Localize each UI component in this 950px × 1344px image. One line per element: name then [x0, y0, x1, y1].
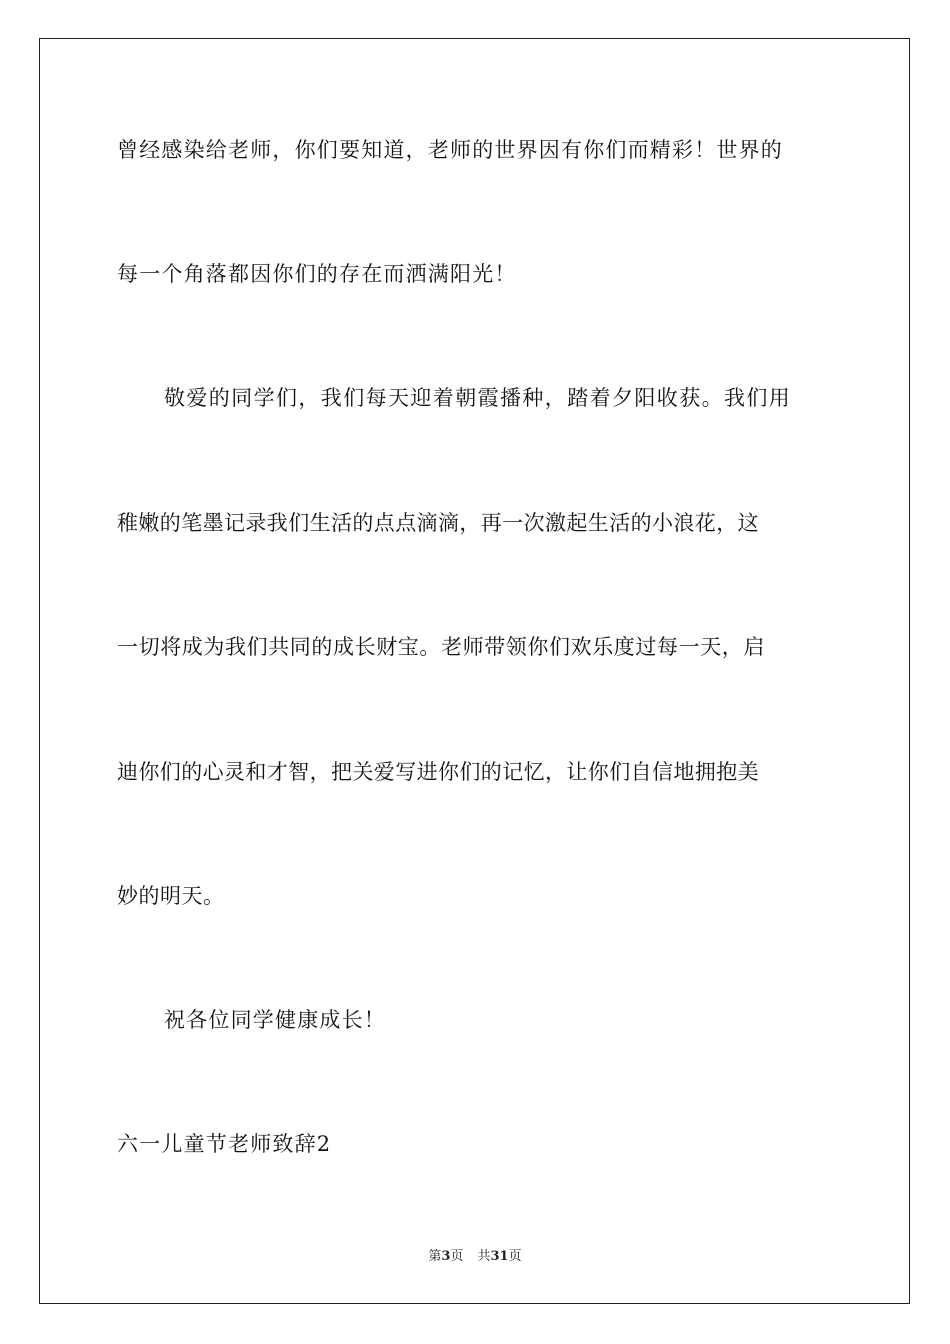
paragraph-line: 每一个角落都因你们的存在而洒满阳光！: [117, 262, 517, 286]
paragraph-line: 妙的明天。: [117, 884, 225, 908]
section-heading: 六一儿童节老师致辞2: [117, 1132, 332, 1156]
page-suffix: 页: [450, 1249, 464, 1264]
page-number: 3: [441, 1249, 451, 1264]
paragraph-line: 迪你们的心灵和才智，把关爱写进你们的记忆，让你们自信地拥抱美: [117, 760, 759, 784]
page-border: [39, 38, 910, 1304]
paragraph-line: 曾经感染给老师，你们要知道，老师的世界因有你们而精彩！世界的: [117, 138, 783, 162]
paragraph-line: 一切将成为我们共同的成长财宝。老师带领你们欢乐度过每一天，启: [117, 635, 765, 659]
page-prefix: 第: [428, 1249, 442, 1264]
paragraph-line: 稚嫩的笔墨记录我们生活的点点滴滴，再一次激起生活的小浪花，这: [117, 511, 759, 535]
total-suffix: 页: [508, 1249, 522, 1264]
total-pages: 31: [490, 1249, 509, 1264]
total-prefix: 共: [477, 1249, 491, 1264]
page-footer: [0, 1248, 950, 1266]
paragraph-line: 敬爱的同学们，我们每天迎着朝霞播种，踏着夕阳收获。我们用: [164, 386, 792, 410]
paragraph-line: 祝各位同学健康成长！: [164, 1008, 386, 1032]
